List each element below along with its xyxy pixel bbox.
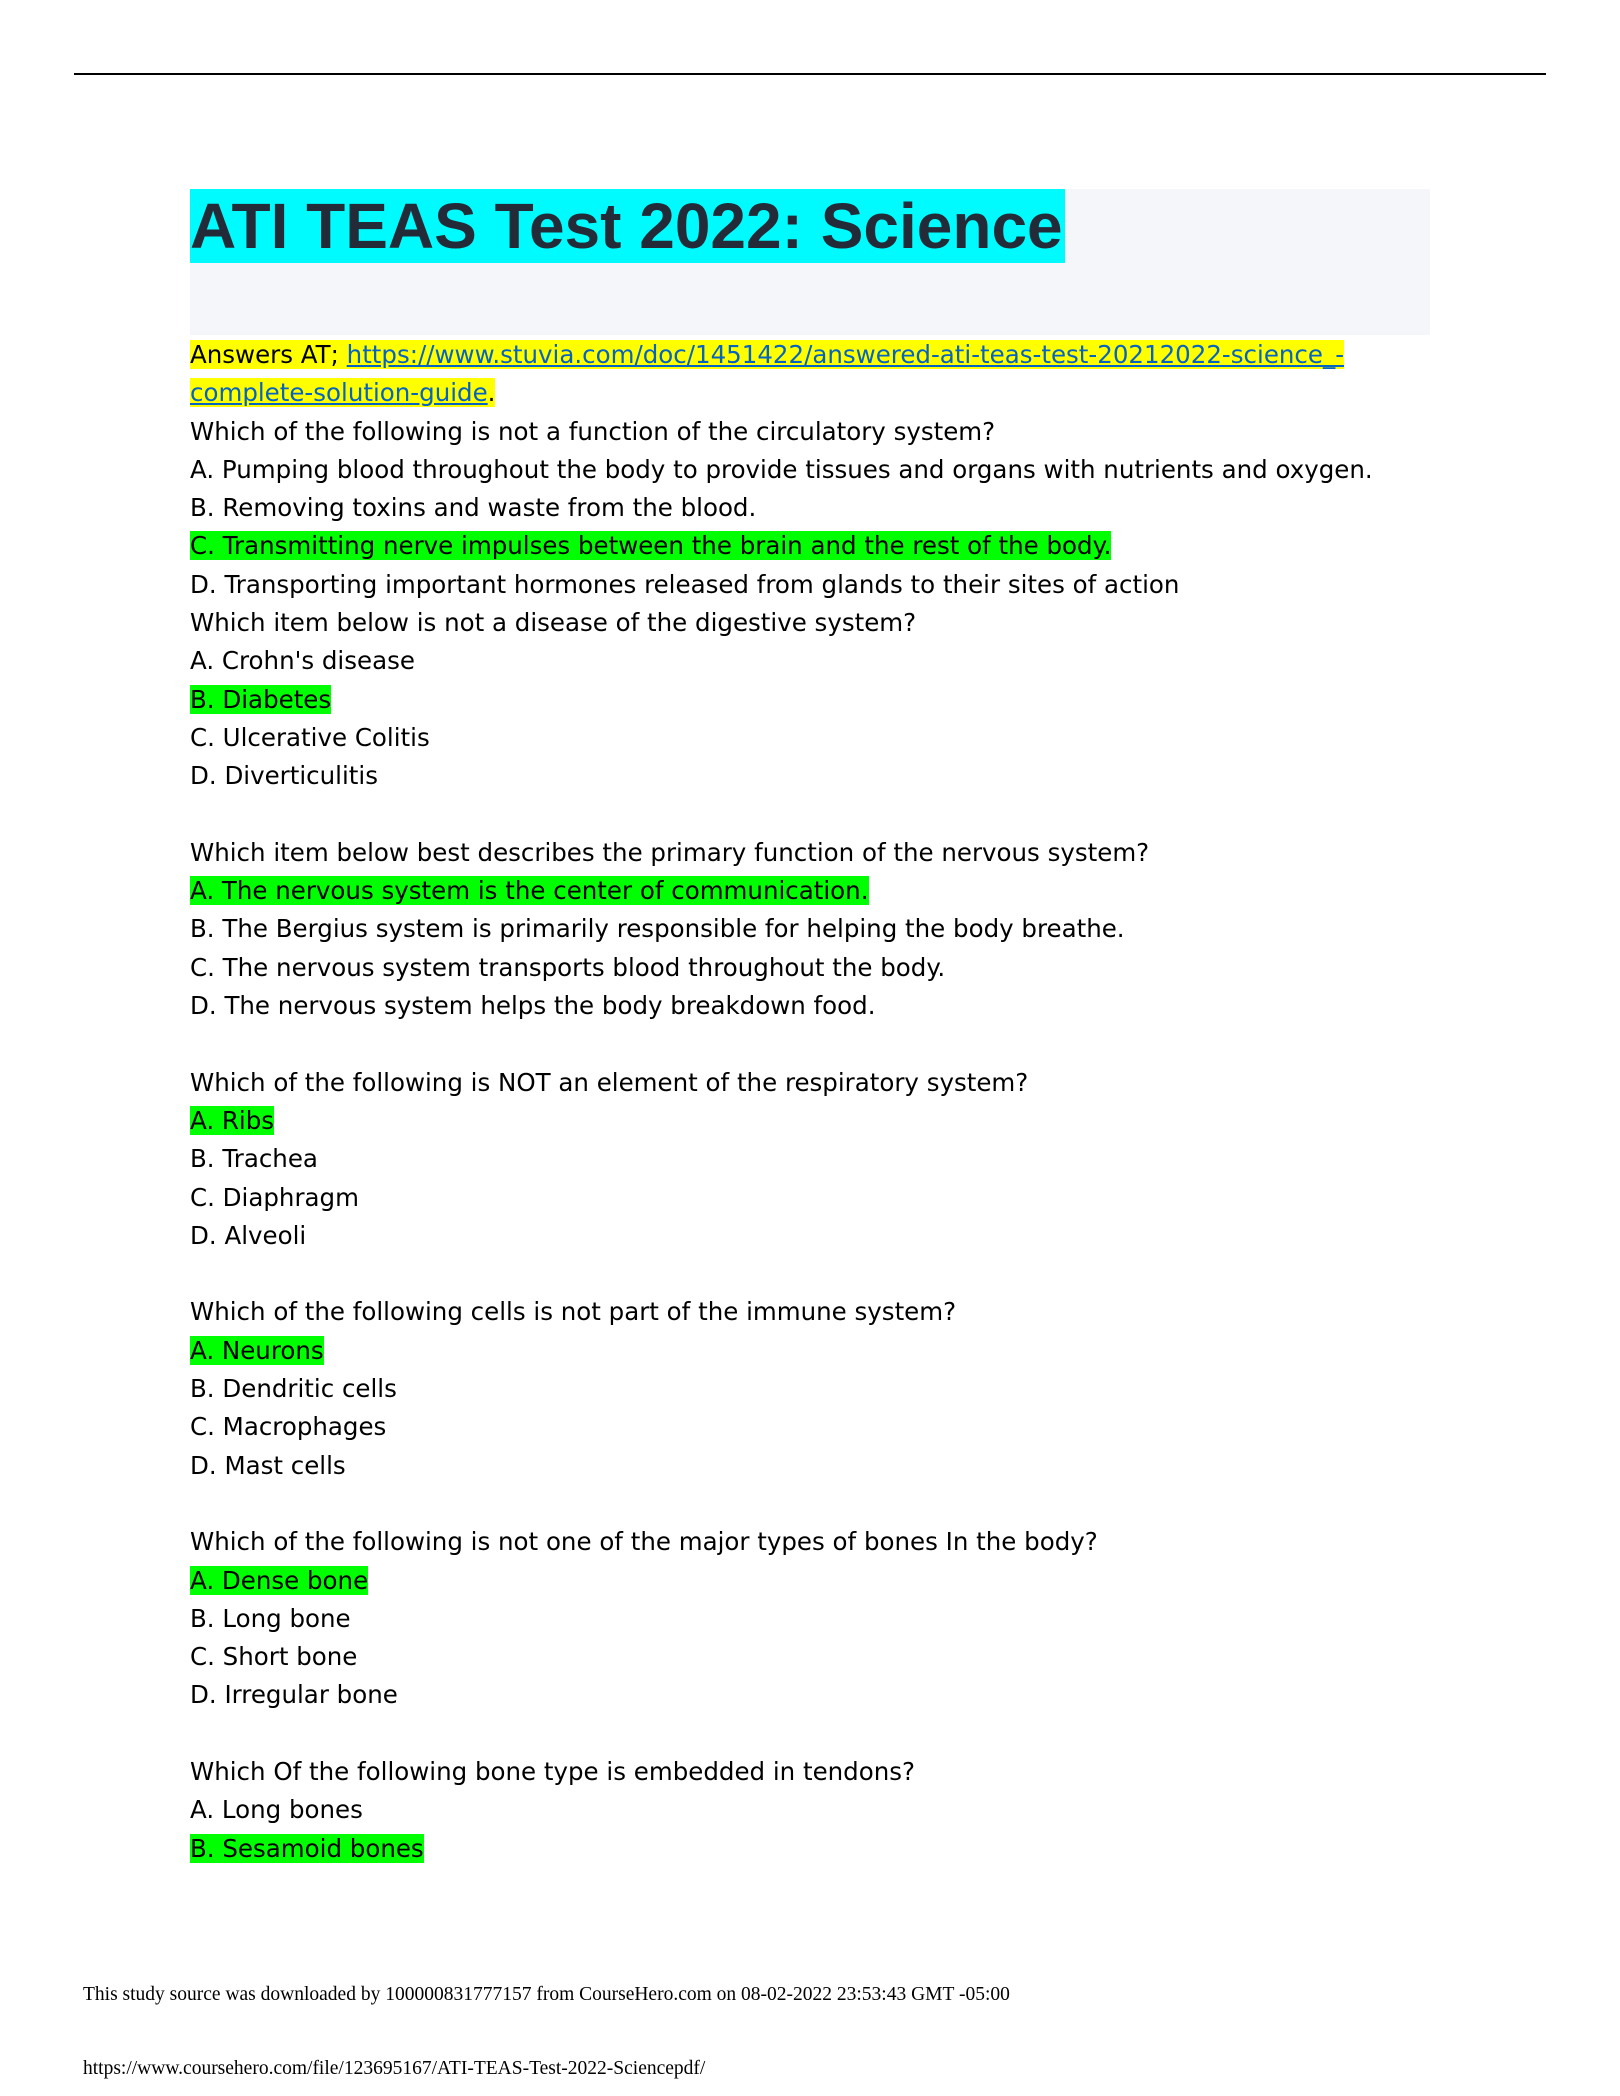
option-text: D. The nervous system helps the body breakdown food. — [190, 991, 876, 1021]
correct-answer: C. Transmitting nerve impulses between the brain and the rest of the body. — [190, 531, 1112, 561]
answers-link-continued — [190, 374, 1430, 412]
option — [190, 757, 1430, 795]
answers-link[interactable]: https://www.stuvia.com/doc/1451422/answered-ati-teas-test-20212022-science_- — [346, 340, 1345, 369]
option-text: D. Irregular bone — [190, 1680, 398, 1710]
correct-answer: A. Dense bone — [190, 1565, 369, 1595]
option-text: C. Short bone — [190, 1642, 358, 1672]
correct-answer: B. Sesamoid bones — [190, 1833, 424, 1863]
question-text: Which Of the following bone type is embedded in tendons? — [190, 1756, 916, 1786]
correct-answer: B. Diabetes — [190, 684, 332, 714]
question-text: Which of the following cells is not part of the immune system? — [190, 1297, 957, 1327]
option — [190, 1791, 1430, 1829]
option-text: B. The Bergius system is primarily responsible for helping the body breathe. — [190, 914, 1125, 944]
option — [190, 910, 1430, 948]
option — [190, 451, 1430, 489]
correct-answer: A. Neurons — [190, 1335, 324, 1365]
question-text: Which of the following is not one of the major types of bones In the body? — [190, 1527, 1098, 1557]
footer-url: https://www.coursehero.com/file/123695167/ATI-TEAS-Test-2022-Sciencepdf/ — [83, 2058, 706, 2079]
option-text: D. Diverticulitis — [190, 761, 378, 791]
option-text: C. The nervous system transports blood throughout the body. — [190, 952, 946, 982]
option — [190, 719, 1430, 757]
option-correct — [190, 527, 1430, 565]
question-text: Which of the following is not a function of the circulatory system? — [190, 416, 996, 446]
footer-source-note: This study source was downloaded by 100000831777157 from CourseHero.com on 08-02-2022 23:53:43 GMT -05:00 — [83, 1984, 1010, 2005]
answers-prefix: Answers AT; — [190, 340, 339, 369]
option-text: B. Long bone — [190, 1603, 351, 1633]
option — [190, 1140, 1430, 1178]
option-correct — [190, 681, 1430, 719]
question-text: Which of the following is NOT an element of the respiratory system? — [190, 1067, 1029, 1097]
option-text: B. Removing toxins and waste from the blood. — [190, 493, 757, 523]
option-text: C. Diaphragm — [190, 1182, 359, 1212]
spacer — [190, 1255, 1430, 1293]
answers-link-part2[interactable]: complete-solution-guide — [190, 378, 488, 408]
answers-line — [190, 336, 1430, 374]
spacer — [190, 796, 1430, 834]
option — [190, 987, 1430, 1025]
option-correct — [190, 1830, 1430, 1868]
option-text: B. Dendritic cells — [190, 1374, 397, 1404]
document-title: ATI TEAS Test 2022: Science — [190, 190, 1063, 262]
option-text: A. Long bones — [190, 1795, 363, 1825]
option-text: D. Transporting important hormones released from glands to their sites of action — [190, 569, 1180, 599]
option — [190, 566, 1430, 604]
correct-answer: A. The nervous system is the center of communication. — [190, 876, 869, 906]
option — [190, 1217, 1430, 1255]
option-text: C. Ulcerative Colitis — [190, 722, 430, 752]
option — [190, 642, 1430, 680]
option — [190, 949, 1430, 987]
option-correct — [190, 1332, 1430, 1370]
option-correct — [190, 1102, 1430, 1140]
option — [190, 1600, 1430, 1638]
top-rule — [74, 73, 1546, 75]
option — [190, 1179, 1430, 1217]
option — [190, 1676, 1430, 1714]
option-text: A. Crohn's disease — [190, 646, 415, 676]
option — [190, 1638, 1430, 1676]
option-text: D. Alveoli — [190, 1220, 307, 1250]
option-text: C. Macrophages — [190, 1412, 387, 1442]
option-text: A. Pumping blood throughout the body to provide tissues and organs with nutrients and oxygen. — [190, 454, 1373, 484]
option-text: D. Mast cells — [190, 1450, 346, 1480]
option — [190, 1408, 1430, 1446]
question-text: Which item below best describes the primary function of the nervous system? — [190, 837, 1150, 867]
spacer — [190, 1485, 1430, 1523]
correct-answer: A. Ribs — [190, 1105, 275, 1135]
option-correct — [190, 1562, 1430, 1600]
option — [190, 1447, 1430, 1485]
spacer — [190, 1715, 1430, 1753]
option — [190, 489, 1430, 527]
option — [190, 1370, 1430, 1408]
option-text: B. Trachea — [190, 1144, 318, 1174]
answers-suffix: . — [487, 378, 496, 408]
option-correct — [190, 872, 1430, 910]
spacer — [190, 1025, 1430, 1063]
document-body — [190, 336, 1430, 1868]
question-text: Which item below is not a disease of the digestive system? — [190, 608, 917, 638]
